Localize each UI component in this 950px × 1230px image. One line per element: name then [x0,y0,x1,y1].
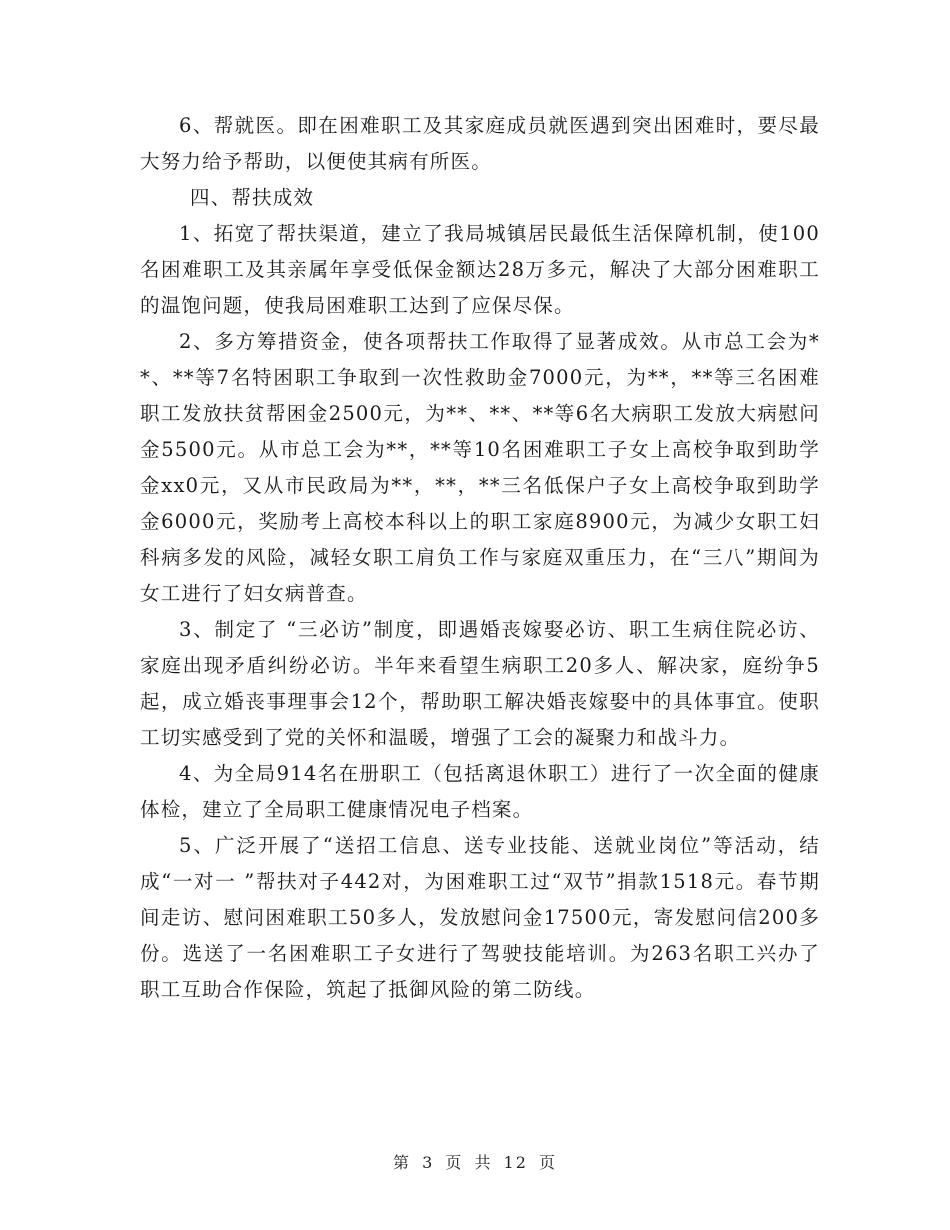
document-body [140,108,820,1008]
paragraph-result-4: 4、为全局914名在册职工（包括离退休职工）进行了一次全面的健康体检，建立了全局职工健康情况电子档案。 [140,762,820,821]
paragraph-help-medical: 6、帮就医。即在困难职工及其家庭成员就医遇到突出困难时，要尽最大努力给予帮助，以便使其病有所医。 [140,114,820,173]
paragraph-result-1: 1、拓宽了帮扶渠道，建立了我局城镇居民最低生活保障机制，使100名困难职工及其亲属年享受低保金额达28万多元，解决了大部分困难职工的温饱问题，使我局困难职工达到了应保尽保。 [140,222,820,317]
paragraph-result-2: 2、多方筹措资金，使各项帮扶工作取得了显著成效。从市总工会为**、**等7名特困职工争取到一次性救助金7000元，为**，**等三名困难职工发放扶贫帮困金2500元，为**、**、**等6名大病职工发放大病慰问金5500元。从市总工会为**，**等10名困难职工子女上高校争取到助学金xx0元，又从市民政局为**，**，**三名低保户子女上高校争取到助学金6000元，奖励考上高校本科以上的职工家庭8900元，为减少女职工妇科病多发的风险，减轻女职工肩负工作与家庭双重压力，在“三八”期间为女工进行了妇女病普查。 [140,330,820,605]
paragraph-result-3: 3、制定了 “三必访”制度，即遇婚丧嫁娶必访、职工生病住院必访、家庭出现矛盾纠纷必访。半年来看望生病职工20多人、解决家，庭纷争5起，成立婚丧事理事会12个，帮助职工解决婚丧嫁娶中的具体事宜。使职工切实感受到了党的关怀和温暖，增强了工会的凝聚力和战斗力。 [140,618,820,749]
paragraph-result-5: 5、广泛开展了“送招工信息、送专业技能、送就业岗位”等活动，结成“一对一 ”帮扶对子442对，为困难职工过“双节”捐款1518元。春节期间走访、慰问困难职工50多人，发放慰问金17500元，寄发慰问信200多份。选送了一名困难职工子女进行了驾驶技能培训。为263名职工兴办了职工互助合作保险，筑起了抵御风险的第二防线。 [140,834,820,1001]
page-number-footer: 第 3 页 共 12 页 [393,1153,557,1172]
section-heading-results: 四、帮扶成效 [190,186,315,209]
